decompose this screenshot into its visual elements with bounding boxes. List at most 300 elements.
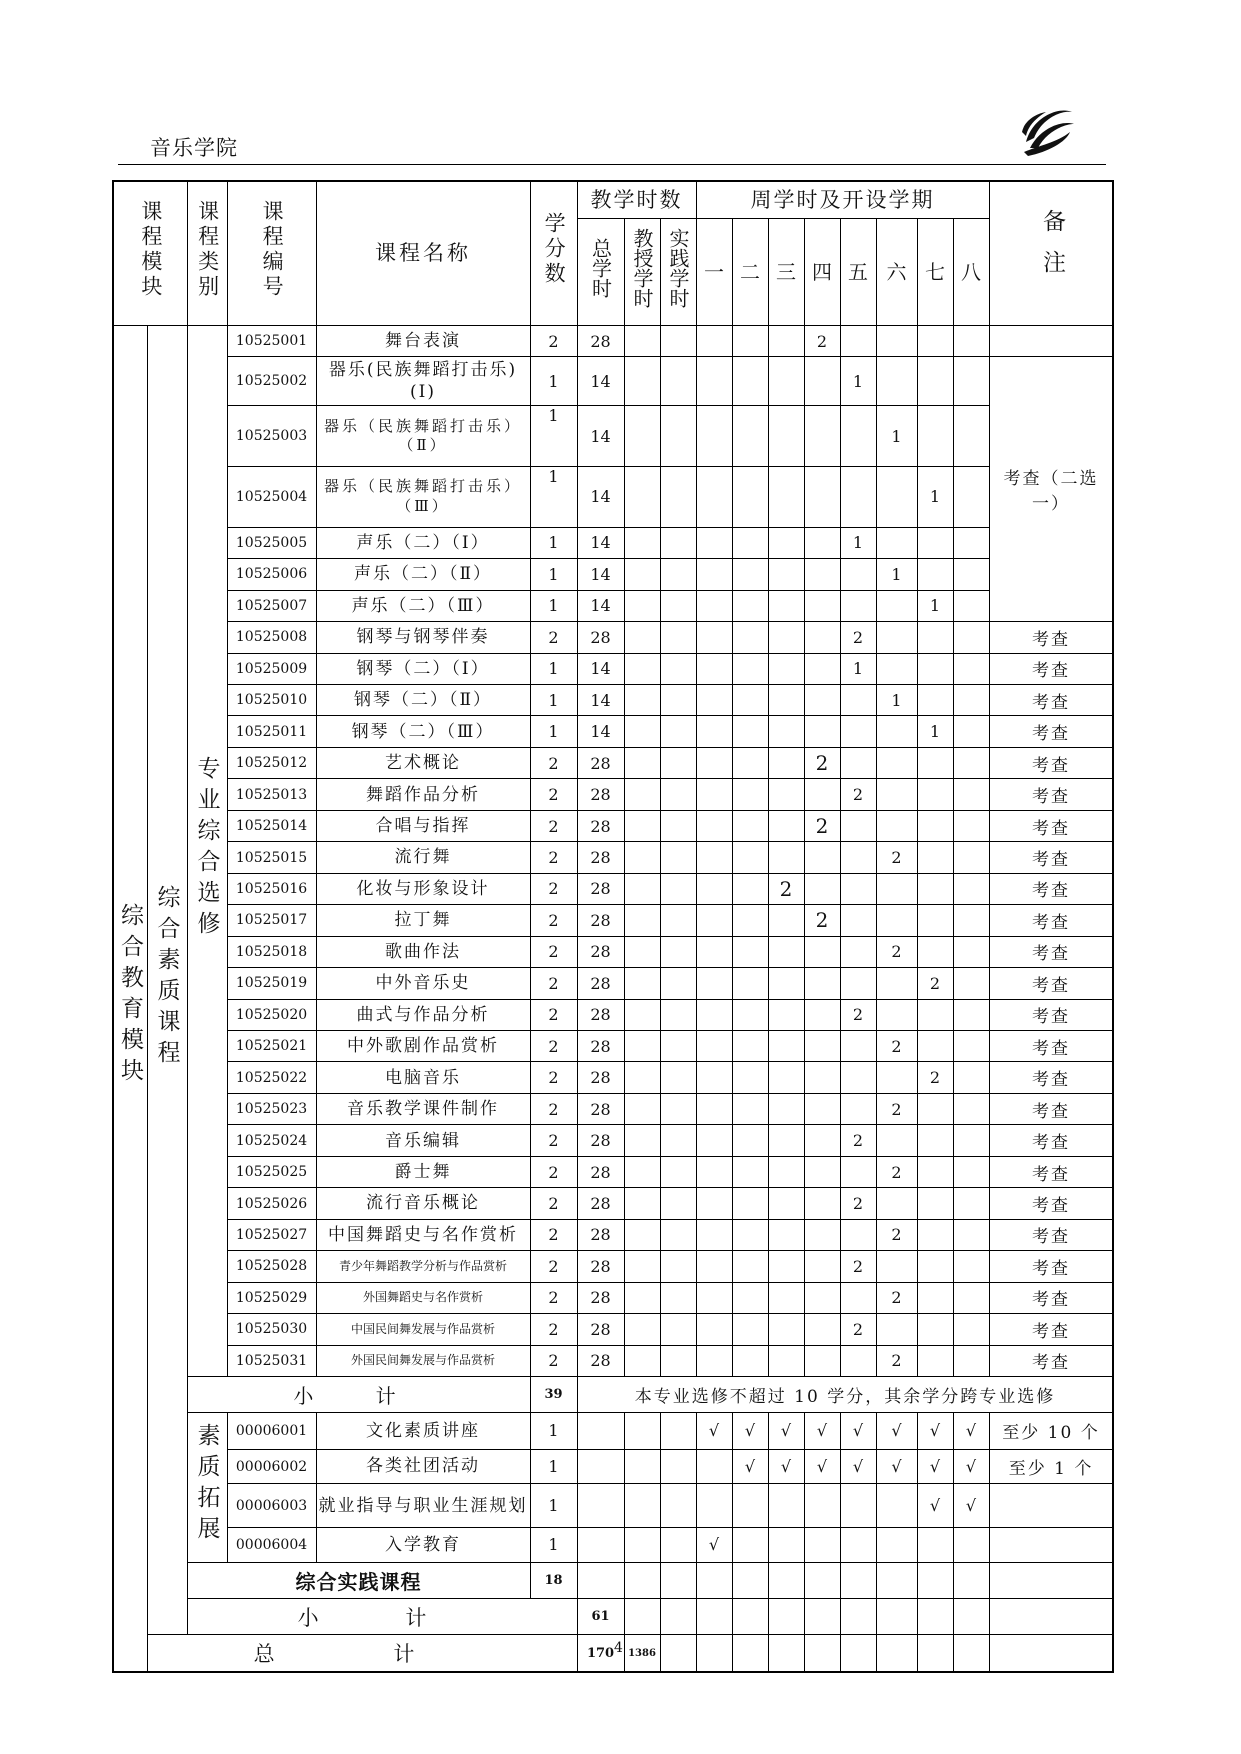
- term-cell: [876, 905, 917, 936]
- term-cell: [917, 779, 953, 810]
- remark-cell: 考查: [989, 1156, 1113, 1187]
- weekly-hours: 1: [917, 716, 953, 747]
- table-cell: [624, 1599, 660, 1635]
- course-code: 10525008: [227, 622, 316, 653]
- term-cell: [917, 622, 953, 653]
- table-cell: [732, 1562, 768, 1599]
- term-cell: [804, 559, 840, 590]
- course-name: 入学教育: [316, 1527, 530, 1562]
- term-cell: [804, 1125, 840, 1156]
- remark-cell: 考查: [989, 1062, 1113, 1093]
- term-cell: [953, 1062, 989, 1093]
- table-cell: [917, 1562, 953, 1599]
- course-practice-hours: [660, 716, 696, 747]
- term-cell: [696, 590, 732, 621]
- course-code: 10525023: [227, 1093, 316, 1124]
- weekly-hours: 2: [840, 999, 876, 1030]
- term-cell: [768, 1282, 804, 1313]
- course-code: 10525030: [227, 1314, 316, 1345]
- remark-cell: 考查: [989, 685, 1113, 716]
- course-total-hours: 28: [577, 842, 624, 873]
- course-lecture-hours: [624, 467, 660, 528]
- term-cell: [876, 1314, 917, 1345]
- term-cell: [953, 1219, 989, 1250]
- table-cell: [876, 1562, 917, 1599]
- course-practice-hours: [660, 842, 696, 873]
- term-cell: [768, 747, 804, 778]
- course-lecture-hours: [624, 1484, 660, 1527]
- course-name: 中外音乐史: [316, 968, 530, 999]
- course-total-hours: 28: [577, 1093, 624, 1124]
- term-cell: [696, 325, 732, 356]
- table-row: [113, 1219, 1113, 1250]
- term-cell: [876, 527, 917, 558]
- course-total-hours: [577, 1412, 624, 1449]
- term-cell: [917, 1125, 953, 1156]
- course-lecture-hours: [624, 1062, 660, 1093]
- term-cell: [732, 357, 768, 406]
- course-credits: 1: [530, 559, 577, 590]
- course-credits: 2: [530, 1314, 577, 1345]
- term-cell: [876, 968, 917, 999]
- course-name: 艺术概论: [316, 747, 530, 778]
- course-lecture-hours: [624, 1527, 660, 1562]
- course-total-hours: 14: [577, 527, 624, 558]
- term-cell: [876, 999, 917, 1030]
- term-cell: [840, 406, 876, 467]
- table-row: [113, 1527, 1113, 1562]
- term-cell: [804, 1251, 840, 1282]
- weekly-hours: 1: [840, 357, 876, 406]
- check-mark: √: [953, 1484, 989, 1527]
- course-lecture-hours: [624, 842, 660, 873]
- term-cell: [840, 747, 876, 778]
- remark-cell: 考查: [989, 1314, 1113, 1345]
- weekly-hours: 1: [876, 685, 917, 716]
- course-total-hours: 28: [577, 779, 624, 810]
- term-cell: [953, 357, 989, 406]
- term-cell: [804, 467, 840, 528]
- term-cell: [732, 1282, 768, 1313]
- check-mark: √: [840, 1412, 876, 1449]
- term-cell: [917, 1345, 953, 1376]
- total-row: [113, 1635, 1113, 1672]
- table-row: [113, 467, 1113, 528]
- weekly-hours: 2: [804, 810, 840, 841]
- header-term-7: 七: [917, 219, 953, 325]
- course-total-hours: 14: [577, 653, 624, 684]
- term-cell: [732, 842, 768, 873]
- remark-cell: 考查: [989, 1219, 1113, 1250]
- term-cell: [696, 653, 732, 684]
- remark-cell: 考查: [989, 905, 1113, 936]
- table-row: [113, 716, 1113, 747]
- course-lecture-hours: [624, 1093, 660, 1124]
- term-cell: [768, 1527, 804, 1562]
- table-row: [113, 747, 1113, 778]
- term-cell: [768, 467, 804, 528]
- course-practice-hours: [660, 559, 696, 590]
- course-name: 钢琴（二）（Ⅱ）: [316, 685, 530, 716]
- weekly-hours: 1: [876, 406, 917, 467]
- term-cell: [917, 842, 953, 873]
- course-lecture-hours: [624, 406, 660, 467]
- curriculum-table: [112, 180, 1114, 1673]
- elective-subtotal-remark: 本专业选修不超过 10 学分，其余学分跨专业选修: [577, 1377, 1113, 1413]
- term-cell: [696, 1484, 732, 1527]
- term-cell: [768, 842, 804, 873]
- term-cell: [804, 1484, 840, 1527]
- course-practice-hours: [660, 1156, 696, 1187]
- term-cell: [876, 1251, 917, 1282]
- term-cell: [696, 842, 732, 873]
- weekly-hours: 2: [804, 747, 840, 778]
- term-cell: [876, 716, 917, 747]
- course-name: 声乐（二）（Ⅲ）: [316, 590, 530, 621]
- course-lecture-hours: [624, 559, 660, 590]
- check-mark: √: [840, 1449, 876, 1484]
- table-cell: [953, 1599, 989, 1635]
- term-cell: [840, 1062, 876, 1093]
- term-cell: [876, 1188, 917, 1219]
- term-cell: [804, 622, 840, 653]
- term-cell: [840, 905, 876, 936]
- term-cell: [876, 653, 917, 684]
- term-cell: [840, 1484, 876, 1527]
- course-name: 中外歌剧作品赏析: [316, 1031, 530, 1062]
- page-header-title: 音乐学院: [150, 136, 238, 160]
- course-lecture-hours: [624, 1031, 660, 1062]
- weekly-hours: 2: [876, 1345, 917, 1376]
- course-lecture-hours: [624, 1282, 660, 1313]
- course-credits: 2: [530, 936, 577, 967]
- term-cell: [804, 1345, 840, 1376]
- table-cell: [989, 1635, 1113, 1672]
- course-lecture-hours: [624, 1188, 660, 1219]
- course-code: 10525028: [227, 1251, 316, 1282]
- term-cell: [696, 1125, 732, 1156]
- course-code: 10525024: [227, 1125, 316, 1156]
- term-cell: [876, 1125, 917, 1156]
- course-lecture-hours: [624, 968, 660, 999]
- course-practice-hours: [660, 747, 696, 778]
- term-cell: [917, 527, 953, 558]
- course-total-hours: 28: [577, 1156, 624, 1187]
- course-total-hours: 14: [577, 559, 624, 590]
- course-code: 10525019: [227, 968, 316, 999]
- term-cell: [876, 779, 917, 810]
- course-name: 声乐（二）（Ⅰ）: [316, 527, 530, 558]
- table-cell: [989, 1599, 1113, 1635]
- course-name: 钢琴（二）（Ⅲ）: [316, 716, 530, 747]
- term-cell: [840, 810, 876, 841]
- header-category: 课程类别: [187, 181, 227, 325]
- term-cell: [804, 842, 840, 873]
- course-credits: 2: [530, 842, 577, 873]
- course-name: 钢琴与钢琴伴奏: [316, 622, 530, 653]
- header-term-1: 一: [696, 219, 732, 325]
- term-cell: [732, 325, 768, 356]
- table-row: [113, 1282, 1113, 1313]
- course-total-hours: 28: [577, 968, 624, 999]
- course-code: 10525021: [227, 1031, 316, 1062]
- table-row: [113, 653, 1113, 684]
- course-total-hours: [577, 1449, 624, 1484]
- weekly-hours: 2: [804, 325, 840, 356]
- group-quality: 素质拓展: [187, 1412, 227, 1562]
- group-elective: 专业综合选修: [187, 325, 227, 1376]
- weekly-hours: 2: [876, 1093, 917, 1124]
- table-cell: [577, 1562, 624, 1599]
- course-practice-hours: [660, 873, 696, 904]
- course-name: 中国民间舞发展与作品赏析: [316, 1314, 530, 1345]
- remark-choose-one: 考查（二选一）: [989, 357, 1113, 622]
- weekly-hours: 1: [917, 590, 953, 621]
- term-cell: [768, 1219, 804, 1250]
- term-cell: [696, 779, 732, 810]
- term-cell: [953, 716, 989, 747]
- course-total-hours: 28: [577, 1062, 624, 1093]
- course-lecture-hours: [624, 325, 660, 356]
- term-cell: [768, 779, 804, 810]
- term-cell: [696, 873, 732, 904]
- remark-cell: 考查: [989, 1282, 1113, 1313]
- term-cell: [953, 685, 989, 716]
- term-cell: [876, 1484, 917, 1527]
- term-cell: [953, 999, 989, 1030]
- term-cell: [768, 1314, 804, 1345]
- weekly-hours: 2: [840, 779, 876, 810]
- weekly-hours: 2: [840, 622, 876, 653]
- term-cell: [804, 685, 840, 716]
- course-name: 歌曲作法: [316, 936, 530, 967]
- remark-cell: 考查: [989, 810, 1113, 841]
- course-lecture-hours: [624, 905, 660, 936]
- term-cell: [696, 1449, 732, 1484]
- course-credits: 2: [530, 1345, 577, 1376]
- course-credits: 1: [530, 716, 577, 747]
- course-lecture-hours: [624, 1156, 660, 1187]
- term-cell: [696, 406, 732, 467]
- course-practice-hours: [660, 1093, 696, 1124]
- term-cell: [804, 590, 840, 621]
- course-credits: 1: [530, 406, 577, 467]
- group-module: 综合教育模块: [113, 325, 147, 1672]
- weekly-hours: 2: [876, 1219, 917, 1250]
- table-row: [113, 1412, 1113, 1449]
- term-cell: [768, 406, 804, 467]
- subtotal-credits: 61: [577, 1599, 624, 1635]
- header-rule: [118, 164, 1106, 165]
- header-term-8: 八: [953, 219, 989, 325]
- term-cell: [917, 810, 953, 841]
- term-cell: [840, 1093, 876, 1124]
- course-code: 10525011: [227, 716, 316, 747]
- term-cell: [953, 622, 989, 653]
- check-mark: √: [917, 1449, 953, 1484]
- remark-cell: [989, 325, 1113, 356]
- table-row: [113, 527, 1113, 558]
- course-name: 器乐(民族舞蹈打击乐)(Ⅰ): [316, 357, 530, 406]
- course-practice-hours: [660, 936, 696, 967]
- term-cell: [696, 357, 732, 406]
- term-cell: [696, 999, 732, 1030]
- weekly-hours: 2: [804, 905, 840, 936]
- term-cell: [804, 1527, 840, 1562]
- course-code: 10525003: [227, 406, 316, 467]
- table-cell: [768, 1635, 804, 1672]
- term-cell: [840, 1156, 876, 1187]
- remark-cell: 考查: [989, 968, 1113, 999]
- check-mark: √: [876, 1412, 917, 1449]
- term-cell: [768, 968, 804, 999]
- course-code: 10525018: [227, 936, 316, 967]
- table-cell: [840, 1562, 876, 1599]
- remark-cell: 考查: [989, 1093, 1113, 1124]
- course-lecture-hours: [624, 716, 660, 747]
- course-total-hours: 28: [577, 1314, 624, 1345]
- table-cell: [840, 1599, 876, 1635]
- term-cell: [732, 1125, 768, 1156]
- course-lecture-hours: [624, 1125, 660, 1156]
- term-cell: [768, 1093, 804, 1124]
- course-lecture-hours: [624, 873, 660, 904]
- term-cell: [768, 1345, 804, 1376]
- table-row: [113, 873, 1113, 904]
- course-name: 化妆与形象设计: [316, 873, 530, 904]
- table-row: [113, 622, 1113, 653]
- term-cell: [804, 1156, 840, 1187]
- course-credits: 2: [530, 325, 577, 356]
- header-total-hours: 总学时: [577, 219, 624, 325]
- term-cell: [953, 653, 989, 684]
- term-cell: [917, 936, 953, 967]
- course-credits: 1: [530, 685, 577, 716]
- course-total-hours: [577, 1484, 624, 1527]
- term-cell: [917, 905, 953, 936]
- table-row: [113, 559, 1113, 590]
- term-cell: [696, 1251, 732, 1282]
- term-cell: [876, 810, 917, 841]
- term-cell: [840, 936, 876, 967]
- practice-row: [113, 1562, 1113, 1599]
- term-cell: [696, 1062, 732, 1093]
- course-code: 10525007: [227, 590, 316, 621]
- term-cell: [804, 1219, 840, 1250]
- course-name: 中国舞蹈史与名作赏析: [316, 1219, 530, 1250]
- check-mark: √: [804, 1449, 840, 1484]
- course-name: 青少年舞蹈教学分析与作品赏析: [316, 1251, 530, 1282]
- table-cell: [804, 1562, 840, 1599]
- course-credits: 2: [530, 1282, 577, 1313]
- term-cell: [953, 325, 989, 356]
- course-code: 10525017: [227, 905, 316, 936]
- course-lecture-hours: [624, 1251, 660, 1282]
- check-mark: √: [953, 1412, 989, 1449]
- course-code: 10525009: [227, 653, 316, 684]
- table-cell: [804, 1635, 840, 1672]
- term-cell: [840, 1527, 876, 1562]
- course-code: 10525005: [227, 527, 316, 558]
- course-practice-hours: [660, 1219, 696, 1250]
- term-cell: [804, 716, 840, 747]
- term-cell: [953, 779, 989, 810]
- course-credits: 2: [530, 747, 577, 778]
- header-code: 课程编号: [227, 181, 316, 325]
- course-credits: 2: [530, 1031, 577, 1062]
- weekly-hours: 2: [840, 1251, 876, 1282]
- table-row: [113, 999, 1113, 1030]
- subtotal-label: 小 计: [187, 1599, 577, 1635]
- course-code: 00006002: [227, 1449, 316, 1484]
- remark-cell: 考查: [989, 1031, 1113, 1062]
- course-credits: 1: [530, 653, 577, 684]
- check-mark: √: [917, 1412, 953, 1449]
- term-cell: [732, 936, 768, 967]
- term-cell: [732, 779, 768, 810]
- course-practice-hours: [660, 1412, 696, 1449]
- course-total-hours: 28: [577, 325, 624, 356]
- check-mark: √: [768, 1449, 804, 1484]
- term-cell: [953, 590, 989, 621]
- course-practice-hours: [660, 1188, 696, 1219]
- course-credits: 2: [530, 1062, 577, 1093]
- table-cell: [989, 1562, 1113, 1599]
- course-total-hours: 28: [577, 999, 624, 1030]
- term-cell: [768, 905, 804, 936]
- header-term-4: 四: [804, 219, 840, 325]
- course-code: 10525022: [227, 1062, 316, 1093]
- course-practice-hours: [660, 1484, 696, 1527]
- term-cell: [768, 1062, 804, 1093]
- course-credits: 2: [530, 1219, 577, 1250]
- term-cell: [732, 1188, 768, 1219]
- header-remarks: 备注: [989, 181, 1113, 325]
- term-cell: [953, 559, 989, 590]
- weekly-hours: 2: [840, 1314, 876, 1345]
- term-cell: [840, 842, 876, 873]
- course-total-hours: 28: [577, 622, 624, 653]
- term-cell: [840, 873, 876, 904]
- weekly-hours: 2: [876, 936, 917, 967]
- term-cell: [732, 406, 768, 467]
- term-cell: [732, 968, 768, 999]
- term-cell: [696, 905, 732, 936]
- page-number: 4: [614, 1640, 623, 1656]
- term-cell: [953, 1251, 989, 1282]
- header-practice-hours: 实践学时: [660, 219, 696, 325]
- course-name: 合唱与指挥: [316, 810, 530, 841]
- course-practice-hours: [660, 357, 696, 406]
- course-credits: 1: [530, 1412, 577, 1449]
- term-cell: [840, 1345, 876, 1376]
- term-cell: [840, 1031, 876, 1062]
- header-weekly-hours: 周学时及开设学期: [696, 181, 989, 219]
- course-name: 就业指导与职业生涯规划: [316, 1484, 530, 1527]
- course-total-hours: 28: [577, 1345, 624, 1376]
- term-cell: [768, 1188, 804, 1219]
- course-code: 10525001: [227, 325, 316, 356]
- header-lecture-hours: 教授学时: [624, 219, 660, 325]
- course-lecture-hours: [624, 779, 660, 810]
- course-practice-hours: [660, 810, 696, 841]
- term-cell: [876, 1527, 917, 1562]
- term-cell: [732, 747, 768, 778]
- weekly-hours: 2: [917, 1062, 953, 1093]
- elective-subtotal-label: 小 计: [187, 1377, 530, 1413]
- term-cell: [732, 1062, 768, 1093]
- total-hours: 1386: [624, 1635, 660, 1672]
